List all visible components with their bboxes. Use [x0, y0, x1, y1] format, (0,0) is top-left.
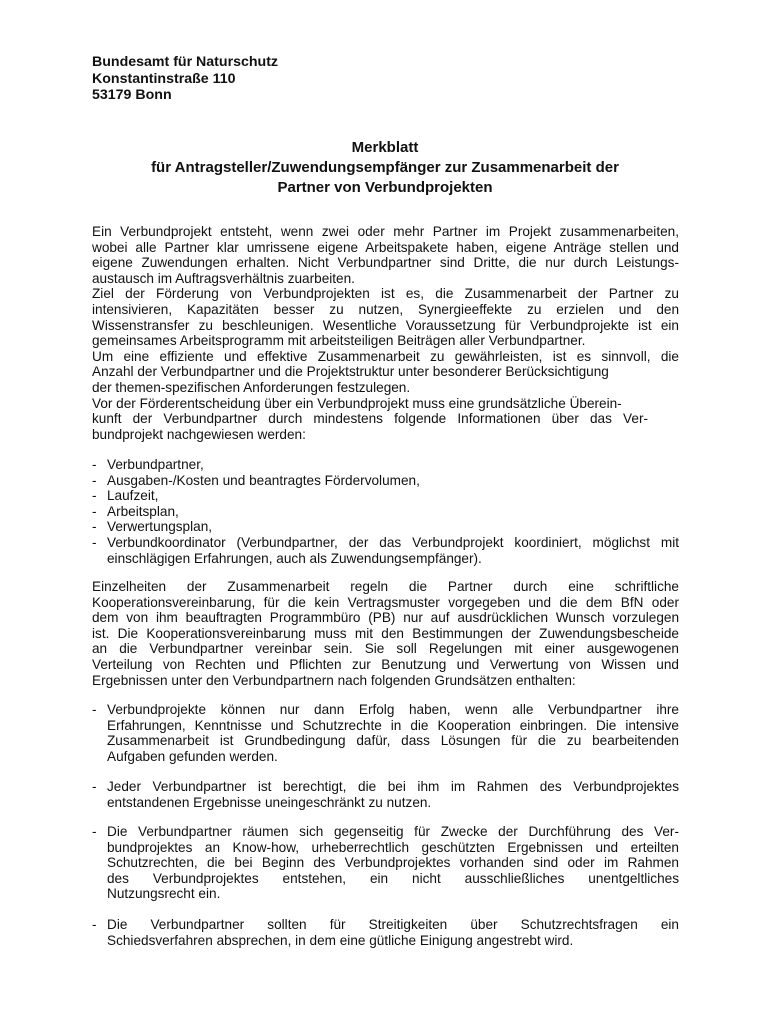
dash-bullet: - — [92, 503, 97, 519]
text-line: Wissenstransfer zu beschleunigen. Wesentliche Voraussetzung für Verbundprojekte ist ein — [92, 317, 679, 333]
text-line: Einzelheiten der Zusammenarbeit regeln die Partner durch eine schriftliche — [92, 579, 679, 594]
list-item — [92, 473, 679, 489]
principle-item-4 — [92, 917, 679, 948]
intro-paragraph — [92, 224, 679, 442]
principle-item-3 — [92, 824, 679, 902]
text-line: Ergebnissen unter den Verbundpartnern nach folgenden Grundsätzen enthalten: — [92, 672, 576, 688]
dash-bullet: - — [92, 488, 97, 504]
text-line: Um eine effiziente und effektive Zusammenarbeit zu gewährleisten, ist es sinnvoll, die — [92, 348, 679, 364]
dash-bullet: - — [92, 519, 97, 535]
list-item-text: Erfahrungen, Kenntnisse und Schutzrechte in die Kooperation einbringen. Die intensive — [107, 717, 679, 733]
title-line-1: Merkblatt — [351, 139, 419, 156]
list-item-text: Arbeitsplan, — [107, 503, 179, 519]
dash-bullet: - — [92, 472, 97, 488]
list-item — [92, 535, 679, 566]
list-item-text: Die Verbundpartner sollten für Streitigkeiten über Schutzrechtsfragen ein — [107, 917, 679, 932]
list-item-text: Nutzungsrecht ein. — [107, 886, 221, 902]
list-item-text: Verwertungsplan, — [107, 519, 213, 535]
dash-bullet: - — [92, 457, 97, 472]
list-item-text: Verbundpartner, — [107, 457, 204, 472]
list-item — [92, 917, 679, 948]
list-item-text: bundprojektes an Know-how, urheberrechtlich geschützten Ergebnissen und erteilten — [107, 839, 679, 855]
list-item-text: Laufzeit, — [107, 488, 159, 504]
text-line: eigene Zuwendungen erhalten. Nicht Verbundpartner sind Dritte, die nur durch Leistungs- — [92, 255, 679, 271]
text-line: Ein Verbundprojekt entsteht, wenn zwei oder mehr Partner im Projekt zusammenarbeiten, — [92, 224, 679, 239]
list-item-text: Ausgaben-/Kosten und beantragtes Fördervolumen, — [107, 472, 420, 488]
text-line: bundprojekt nachgewiesen werden: — [92, 426, 306, 442]
list-item — [92, 504, 679, 520]
text-line: gemeinsames Arbeitsprogramm mit arbeitsteiligen Beiträgen aller Verbundpartner. — [92, 333, 586, 349]
list-item — [92, 779, 679, 810]
requirements-list — [92, 457, 679, 566]
list-item — [92, 824, 679, 902]
text-line: wobei alle Partner klar umrissene eigene Arbeitspakete haben, eigene Anträge stellen und — [92, 239, 679, 255]
dash-bullet: - — [92, 534, 97, 550]
principle-item-1 — [92, 702, 679, 764]
list-item-text: Verbundkoordinator (Verbundpartner, der das Verbundprojekt koordiniert, möglichst mit — [107, 534, 679, 550]
list-item — [92, 519, 679, 535]
details-paragraph — [92, 579, 679, 688]
list-item-text: Jeder Verbundpartner ist berechtigt, die bei ihm im Rahmen des Verbundprojektes — [107, 779, 679, 794]
dash-bullet: - — [92, 779, 97, 794]
address-line-3: 53179 Bonn — [92, 87, 172, 103]
principle-item-2 — [92, 779, 679, 810]
dash-bullet: - — [92, 917, 97, 932]
text-line: Vor der Förderentscheidung über ein Verbundprojekt muss eine grundsätzliche Überein- — [92, 395, 622, 411]
text-line: austausch im Auftragsverhältnis zuarbeiten. — [92, 270, 355, 286]
list-item-text: Aufgaben gefunden werden. — [107, 748, 278, 764]
text-line: Kooperationsvereinbarung, für die kein Vertragsmuster vorgegeben und die dem BfN oder — [92, 594, 679, 610]
text-line: an die Verbundpartner vereinbar sein. Sie soll Regelungen mit einer ausgewogenen — [92, 641, 679, 657]
document-title — [60, 138, 710, 198]
dash-bullet: - — [92, 702, 97, 717]
text-line: intensivieren, Kapazitäten besser zu nutzen, Synergieeffekte zu erzielen und den — [92, 301, 679, 317]
list-item-text: des Verbundprojektes entstehen, ein nicht ausschließliches unentgeltliches — [107, 870, 679, 886]
list-item — [92, 457, 679, 473]
text-line: dem von ihm beauftragten Programmbüro (PB) nur auf ausdrücklichen Wunsch vorzulegen — [92, 610, 679, 626]
list-item-text: Die Verbundpartner räumen sich gegenseitig für Zwecke der Durchführung des Ver- — [107, 824, 679, 839]
sender-address — [92, 54, 278, 104]
list-item-text: entstandenen Ergebnisse uneingeschränkt zu nutzen. — [107, 794, 432, 810]
text-line: Verteilung von Rechten und Pflichten zur Benutzung und Verwertung von Wissen und — [92, 656, 679, 672]
list-item-text: Zusammenarbeit ist Grundbedingung dafür, dass Lösungen für die zu bearbeitenden — [107, 733, 679, 749]
text-line: ist. Die Kooperationsvereinbarung muss mit den Bestimmungen der Zuwendungsbescheide — [92, 625, 679, 641]
text-line: kunft der Verbundpartner durch mindestens folgende Informationen über das Ver- — [92, 411, 648, 427]
list-item — [92, 488, 679, 504]
title-line-2: für Antragsteller/Zuwendungsempfänger zur Zusammenarbeit der — [151, 159, 619, 176]
list-item-text: Verbundprojekte können nur dann Erfolg haben, wenn alle Verbundpartner ihre — [107, 702, 679, 717]
title-line-3: Partner von Verbundprojekten — [277, 179, 493, 196]
text-line: Ziel der Förderung von Verbundprojekten ist es, die Zusammenarbeit der Partner zu — [92, 286, 679, 302]
text-line: der themen-spezifischen Anforderungen festzulegen. — [92, 379, 411, 395]
list-item-text: Schutzrechten, die bei Beginn des Verbundprojektes vorhanden sind oder im Rahmen — [107, 855, 679, 871]
text-line: Anzahl der Verbundpartner und die Projektstruktur unter besonderer Berücksichtigung — [92, 364, 609, 380]
address-line-2: Konstantinstraße 110 — [92, 70, 236, 87]
address-line-1: Bundesamt für Naturschutz — [92, 54, 279, 70]
list-item — [92, 702, 679, 764]
list-item-text: Schiedsverfahren absprechen, in dem eine gütliche Einigung angestrebt wird. — [107, 932, 574, 948]
list-item-text: einschlägigen Erfahrungen, auch als Zuwendungsempfänger). — [107, 550, 482, 566]
dash-bullet: - — [92, 824, 97, 839]
